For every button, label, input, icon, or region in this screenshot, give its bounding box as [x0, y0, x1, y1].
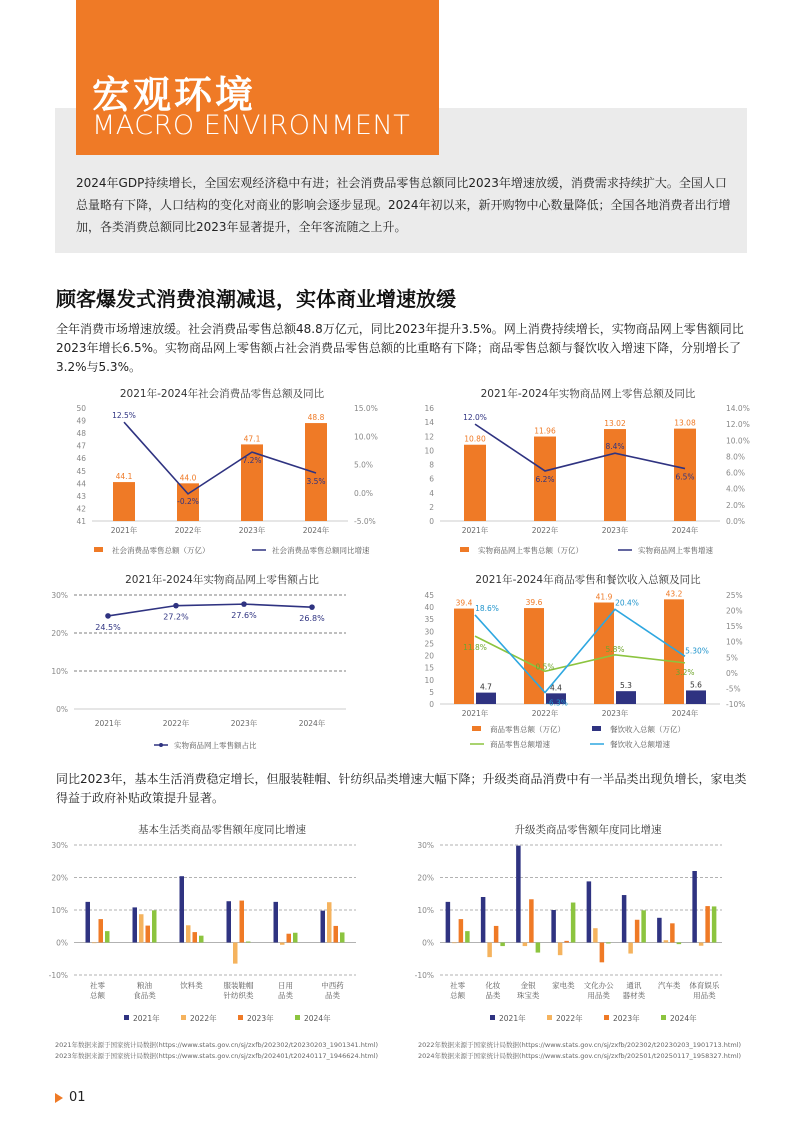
bar: [92, 943, 97, 944]
y-tick-label: 10: [424, 446, 434, 456]
series-line: [475, 609, 685, 692]
data-label: 12.0%: [463, 413, 487, 423]
intro-paragraph: 2024年GDP持续增长，全国宏观经济稳中有进；社会消费品零售总额同比2023年增速放缓，消费需求持续扩大。全国人口总量略有下降，人口结构的变化对商业的影响会逐步显现。2024年初以来，新开购物中心数量降低；全国各地消费者出行增加，各类消费总额同比2023年显著提升，全年客流随之上升。: [76, 176, 731, 234]
y-tick-label: 45: [424, 591, 434, 600]
data-label: 44.1: [115, 472, 133, 482]
y-tick-label: -5.0%: [354, 517, 376, 526]
legend-swatch: [490, 1015, 495, 1020]
data-label: 13.02: [604, 419, 626, 429]
series-line: [108, 604, 312, 616]
bar: [558, 943, 563, 956]
y-tick-label: 25%: [726, 591, 743, 600]
bar: [233, 943, 238, 964]
legend-label: 商品零售总额增速: [490, 740, 550, 749]
legend-swatch: [604, 1015, 609, 1020]
bar: [571, 903, 576, 943]
bar: [193, 932, 198, 942]
data-label: 48.8: [307, 413, 325, 423]
y-tick-label: 14.0%: [726, 404, 750, 413]
y-tick-label: 45: [76, 466, 86, 476]
bar: [677, 943, 682, 945]
legend-swatch: [661, 1015, 666, 1020]
y-tick-label: 0%: [56, 705, 68, 714]
legend-label: 餐饮收入总额增速: [610, 740, 670, 749]
y-tick-label: 5.0%: [354, 460, 374, 470]
x-tick-label: 2022年: [174, 526, 202, 535]
bar: [280, 943, 285, 945]
bar: [321, 911, 326, 943]
x-tick-label: 中西药: [321, 981, 344, 990]
data-label: 26.8%: [299, 614, 325, 624]
bar: [606, 943, 611, 944]
bar: [524, 608, 544, 704]
legend-label: 实物商品网上零售额占比: [174, 741, 257, 750]
bar: [152, 910, 157, 942]
x-tick-label: 2024年: [671, 709, 699, 718]
legend-label: 2022年: [190, 1014, 217, 1023]
legend-swatch: [159, 743, 163, 747]
bar: [180, 876, 185, 942]
data-label: 3.5%: [306, 476, 326, 486]
bar: [692, 871, 697, 943]
y-tick-label: 25: [424, 639, 434, 649]
bar: [139, 914, 144, 942]
x-tick-label: 品类: [485, 991, 501, 1000]
data-label: 11.8%: [463, 643, 487, 653]
x-tick-label: 汽车类: [657, 981, 681, 990]
legend-swatch: [472, 726, 481, 731]
x-tick-label: 2023年: [601, 526, 629, 535]
bar: [500, 943, 505, 947]
y-tick-label: 8: [429, 460, 434, 470]
x-tick-label: 化妆: [485, 981, 501, 990]
x-tick-label: 通讯: [626, 981, 642, 990]
source-line: 2021年数据来源于国家统计局数据(https://www.stats.gov.cn/sj/zxfb/202302/t20230203_1901341.html): [55, 1041, 379, 1049]
y-tick-label: 10.0%: [726, 436, 750, 446]
legend-label: 2022年: [556, 1014, 583, 1023]
legend-label: 2023年: [247, 1014, 274, 1023]
chart-basic-goods-growth: [48, 818, 392, 1030]
x-tick-label: 器材类: [622, 991, 646, 1000]
y-tick-label: 5: [429, 687, 434, 697]
bar: [664, 940, 669, 942]
x-tick-label: 2022年: [531, 526, 559, 535]
y-tick-label: 6.0%: [726, 468, 746, 478]
data-label: 18.6%: [475, 603, 499, 613]
legend-swatch: [181, 1015, 186, 1020]
y-tick-label: 20%: [417, 873, 434, 883]
bar: [274, 902, 279, 943]
y-tick-label: 10.0%: [354, 432, 378, 442]
data-label: 6.5%: [675, 472, 695, 482]
x-tick-label: 金银: [520, 981, 536, 990]
y-tick-label: 20%: [51, 873, 68, 883]
page-title: 宏观环境: [92, 73, 257, 117]
legend-label: 2023年: [613, 1014, 640, 1023]
bar: [476, 693, 496, 704]
y-tick-label: 0.0%: [354, 488, 374, 498]
data-label: 13.08: [674, 418, 696, 428]
data-point: [309, 604, 315, 610]
legend-label: 2021年: [499, 1014, 526, 1023]
data-label: 27.2%: [163, 612, 189, 622]
y-tick-label: 2.0%: [726, 500, 746, 510]
bar: [600, 943, 605, 963]
y-tick-label: 0.0%: [726, 517, 746, 526]
y-tick-label: 30: [424, 627, 434, 637]
data-label: 7.2%: [242, 456, 262, 466]
y-tick-label: 0%: [56, 938, 68, 948]
data-label: 39.4: [455, 598, 473, 608]
legend-label: 餐饮收入总额（万亿）: [610, 725, 685, 734]
data-label: 6.2%: [535, 474, 555, 484]
x-tick-label: 用品类: [693, 991, 716, 1000]
bar: [529, 899, 534, 942]
bar: [523, 943, 528, 947]
bar: [635, 920, 640, 943]
y-tick-label: 30%: [51, 841, 68, 850]
y-tick-label: 10%: [726, 637, 743, 647]
x-tick-label: 总额: [450, 991, 466, 1000]
y-tick-label: 10%: [51, 906, 68, 915]
chart-title: 基本生活类商品零售额年度同比增速: [138, 824, 306, 836]
data-label: 4.4: [550, 683, 562, 693]
bar: [293, 933, 298, 943]
y-tick-label: 14: [424, 418, 434, 428]
bar: [622, 895, 627, 942]
bar: [641, 910, 646, 942]
bar: [146, 926, 151, 943]
x-tick-label: 2024年: [671, 526, 699, 535]
bar: [133, 907, 138, 942]
y-tick-label: 20%: [51, 629, 68, 638]
y-tick-label: 35: [424, 615, 434, 625]
bar: [113, 482, 135, 521]
data-label: 11.96: [534, 426, 556, 436]
data-label: -6.3%: [546, 698, 568, 708]
bar: [105, 931, 110, 942]
bar: [536, 943, 541, 953]
y-tick-label: 12: [424, 432, 434, 442]
x-tick-label: 品类: [325, 991, 340, 1000]
y-tick-label: 16: [424, 404, 434, 413]
y-tick-label: -10%: [726, 700, 746, 709]
legend-swatch: [460, 547, 469, 552]
data-label: 39.6: [525, 598, 543, 608]
page-subtitle: MACRO ENVIRONMENT: [92, 110, 411, 141]
y-tick-label: -10%: [414, 971, 434, 980]
bar: [465, 931, 470, 942]
chart-title: 升级类商品零售额年度同比增速: [514, 824, 662, 836]
data-label: 3.2%: [675, 667, 695, 677]
series-line: [475, 636, 685, 671]
x-tick-label: 文化办公: [583, 981, 614, 990]
section-title: 顾客爆发式消费浪潮减退，实体商业增速放缓: [56, 287, 456, 311]
chart-title: 2021年-2024年商品零售和餐饮收入总额及同比: [475, 574, 701, 586]
bar: [616, 691, 636, 704]
bar: [340, 932, 345, 942]
y-tick-label: 6: [429, 474, 434, 484]
y-tick-label: 0: [429, 517, 434, 526]
x-tick-label: 食品类: [133, 991, 156, 1000]
y-tick-label: 42: [76, 504, 86, 514]
legend-label: 2024年: [670, 1014, 697, 1023]
x-tick-label: 用品类: [587, 991, 610, 1000]
legend-label: 商品零售总额（万亿）: [490, 725, 565, 734]
y-tick-label: 10%: [417, 906, 434, 915]
y-tick-label: 49: [76, 416, 86, 426]
bar: [481, 897, 486, 943]
bar: [86, 902, 91, 943]
bar: [452, 943, 457, 944]
x-tick-label: 2021年: [110, 526, 138, 535]
bar: [99, 919, 104, 942]
page-number: 01: [69, 1090, 86, 1105]
data-label: 5.30%: [685, 646, 709, 656]
x-tick-label: 社零: [450, 981, 466, 990]
bar: [664, 599, 684, 704]
legend-label: 实物商品网上零售总额（万亿）: [478, 546, 583, 555]
data-label: 44.0: [179, 473, 197, 483]
y-tick-label: 15: [424, 663, 434, 673]
y-tick-label: 0: [429, 700, 434, 709]
x-tick-label: 家电类: [552, 981, 575, 990]
data-point: [105, 613, 111, 619]
bar: [551, 910, 556, 943]
y-tick-label: 41: [76, 517, 86, 526]
x-tick-label: 服装鞋帽: [223, 981, 254, 990]
x-tick-label: 体育娱乐: [689, 981, 720, 990]
chart-goods-catering: [418, 568, 758, 758]
y-tick-label: 48: [76, 429, 86, 439]
section-paragraph-1: 全年消费市场增速放缓。社会消费品零售总额48.8万亿元，同比2023年提升3.5%。网上消费持续增长，实物商品网上零售额同比2023年增长6.5%。实物商品网上零售额占社会消费品零售总额的比重略有下降；商品零售总额与餐饮收入增速下降，分别增长了3.2%与5.3%。: [56, 322, 744, 374]
data-label: 4.7: [480, 682, 492, 692]
y-tick-label: 46: [76, 454, 86, 464]
x-tick-label: 总额: [90, 991, 105, 1000]
bar: [305, 423, 327, 521]
data-label: 5.8%: [605, 644, 625, 654]
bar: [628, 943, 633, 954]
x-tick-label: 2022年: [162, 719, 190, 728]
bar: [334, 926, 339, 943]
bar: [705, 906, 710, 942]
bar: [587, 881, 592, 942]
bar: [246, 942, 251, 943]
y-tick-label: -5%: [726, 684, 741, 694]
bar: [287, 934, 292, 943]
bar: [454, 609, 474, 704]
x-tick-label: 2022年: [531, 709, 559, 718]
bar: [564, 941, 569, 943]
legend-swatch: [295, 1015, 300, 1020]
header-banner: [76, 0, 439, 155]
legend-swatch: [547, 1015, 552, 1020]
data-label: 0.5%: [535, 662, 555, 672]
bar: [227, 901, 232, 942]
y-tick-label: 0%: [422, 938, 434, 948]
x-tick-label: 2021年: [461, 526, 489, 535]
y-tick-label: 50: [76, 404, 86, 413]
y-tick-label: 15%: [726, 622, 743, 632]
series-line: [124, 422, 316, 494]
y-tick-label: 10: [424, 675, 434, 685]
x-tick-label: 饮料类: [180, 981, 203, 990]
x-tick-label: 2023年: [601, 709, 629, 718]
x-tick-label: 2024年: [298, 719, 326, 728]
y-tick-label: 30%: [417, 841, 434, 850]
bar: [657, 918, 662, 943]
chart-online-share: [52, 568, 392, 758]
data-label: 10.80: [464, 434, 486, 444]
data-label: 27.6%: [231, 611, 257, 621]
series-line: [475, 424, 685, 471]
bar: [699, 943, 704, 946]
bar: [240, 901, 245, 943]
y-tick-label: 2: [429, 502, 434, 512]
legend-label: 2021年: [133, 1014, 160, 1023]
y-tick-label: 8.0%: [726, 452, 746, 462]
bar: [487, 943, 492, 958]
y-tick-label: 30%: [51, 591, 68, 600]
page-footer: [55, 1090, 86, 1105]
y-tick-label: 0%: [726, 668, 738, 678]
data-label: 12.5%: [112, 411, 136, 421]
bar: [593, 928, 598, 942]
legend-swatch: [238, 1015, 243, 1020]
x-tick-label: 粮油: [137, 981, 152, 990]
data-label: 24.5%: [95, 622, 121, 632]
x-tick-label: 2024年: [302, 526, 330, 535]
chart-title: 2021年-2024年实物商品网上零售总额及同比: [480, 388, 696, 400]
chart-upgrade-goods-growth: [414, 818, 758, 1030]
source-note: [418, 1040, 741, 1062]
chart-title: 2021年-2024年社会消费品零售总额及同比: [119, 388, 325, 400]
y-tick-label: 10%: [51, 667, 68, 676]
bar: [464, 445, 486, 521]
x-tick-label: 珠宝类: [516, 991, 540, 1000]
chart-title: 2021年-2024年实物商品网上零售额占比: [125, 574, 319, 586]
legend-swatch: [592, 726, 601, 731]
legend-label: 实物商品网上零售增速: [638, 546, 713, 555]
data-label: 47.1: [243, 434, 261, 444]
section-paragraph-2: 同比2023年，基本生活消费稳定增长，但服装鞋帽、针纺织品类增速大幅下降；升级类商品消费中有一半品类出现负增长，家电类得益于政府补贴政策提升显著。: [56, 772, 747, 805]
bar: [199, 936, 204, 943]
x-tick-label: 针纺织类: [223, 991, 254, 1000]
bar: [446, 902, 451, 943]
data-point: [173, 603, 179, 609]
x-tick-label: 社零: [90, 981, 105, 990]
bar: [686, 690, 706, 704]
data-label: 5.6: [690, 680, 702, 690]
legend-swatch: [124, 1015, 129, 1020]
data-label: 8.4%: [605, 442, 625, 452]
arrow-icon: [55, 1093, 63, 1103]
bar: [494, 926, 499, 943]
data-label: 5.3: [620, 681, 632, 691]
x-tick-label: 2023年: [238, 526, 266, 535]
legend-swatch: [94, 547, 103, 552]
y-tick-label: 44: [76, 479, 86, 489]
y-tick-label: 15.0%: [354, 404, 378, 413]
data-label: 41.9: [595, 592, 613, 602]
source-line: 2024年数据来源于国家统计局数据(https://www.stats.gov.cn/sj/zxfb/202501/t20250117_1958327.html): [418, 1052, 742, 1060]
x-tick-label: 日用: [278, 981, 293, 990]
bar: [459, 919, 464, 942]
y-tick-label: 20: [424, 651, 434, 661]
data-label: 43.2: [665, 589, 683, 599]
legend-label: 2024年: [304, 1014, 331, 1023]
x-tick-label: 2023年: [230, 719, 258, 728]
y-tick-label: 47: [76, 441, 86, 451]
bar: [516, 846, 521, 943]
data-label: 20.4%: [615, 598, 639, 608]
legend-label: 社会消费品零售总额同比增速: [272, 546, 370, 555]
bar: [327, 902, 332, 942]
y-tick-label: 20%: [726, 606, 743, 616]
chart-online-sales: [418, 382, 758, 560]
bar: [186, 925, 191, 942]
x-tick-label: 2021年: [94, 719, 122, 728]
data-label: -0.2%: [177, 496, 199, 506]
source-note: [55, 1040, 378, 1062]
y-tick-label: 4.0%: [726, 484, 746, 494]
bar: [670, 923, 675, 942]
legend-label: 社会消费品零售总额（万亿）: [112, 546, 210, 555]
y-tick-label: -10%: [48, 971, 68, 980]
y-tick-label: 40: [424, 603, 434, 613]
chart-retail-sales: [52, 382, 392, 560]
y-tick-label: 4: [429, 488, 434, 498]
source-line: 2022年数据来源于国家统计局数据(https://www.stats.gov.cn/sj/zxfb/202302/t20230203_1901713.html): [418, 1041, 742, 1049]
y-tick-label: 5%: [726, 653, 738, 663]
data-point: [241, 601, 247, 607]
x-tick-label: 品类: [278, 991, 293, 1000]
x-tick-label: 2021年: [461, 709, 489, 718]
y-tick-label: 43: [76, 491, 86, 501]
source-line: 2023年数据来源于国家统计局数据(https://www.stats.gov.cn/sj/zxfb/202401/t20240117_1946624.html): [55, 1052, 379, 1060]
bar: [712, 906, 717, 942]
y-tick-label: 12.0%: [726, 420, 750, 430]
